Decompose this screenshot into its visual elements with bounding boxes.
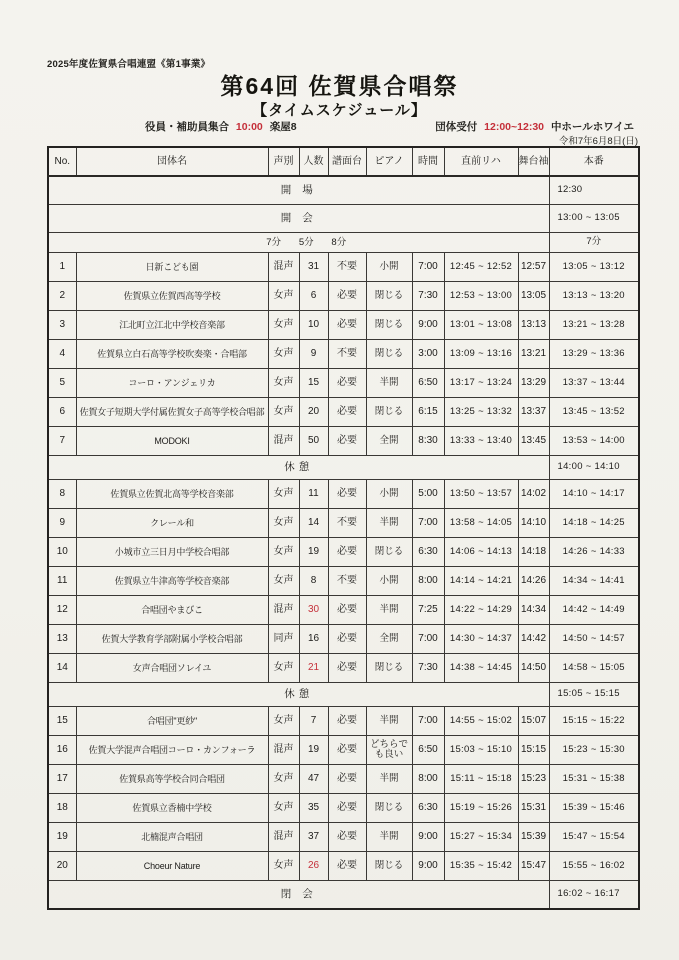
cell-no: 13 — [48, 625, 76, 654]
cell-stand: 必要 — [328, 794, 366, 823]
cell-name: MODOKI — [76, 427, 268, 456]
col-header-piano: ピアノ — [366, 147, 412, 176]
cell-name: クレール和 — [76, 509, 268, 538]
cell-count: 50 — [299, 427, 328, 456]
cell-no: 7 — [48, 427, 76, 456]
cell-time: 3:00 — [412, 340, 444, 369]
cell-stand: 必要 — [328, 311, 366, 340]
cell-count: 9 — [299, 340, 328, 369]
cell-stage: 13:53 ~ 14:00 — [549, 427, 639, 456]
cell-stage: 15:15 ~ 15:22 — [549, 707, 639, 736]
closing-ceremony-time: 16:02 ~ 16:17 — [549, 881, 639, 910]
cell-piano: 半開 — [366, 596, 412, 625]
cell-rehearsal: 13:50 ~ 13:57 — [444, 480, 518, 509]
cell-wing: 15:31 — [518, 794, 549, 823]
cell-wing: 14:42 — [518, 625, 549, 654]
cell-count: 35 — [299, 794, 328, 823]
cell-count: 26 — [299, 852, 328, 881]
table-row — [48, 765, 639, 794]
cell-rehearsal: 13:58 ~ 14:05 — [444, 509, 518, 538]
cell-voice: 女声 — [268, 538, 299, 567]
col-header-time: 時間 — [412, 147, 444, 176]
col-header-count: 人数 — [299, 147, 328, 176]
cell-piano: 閉じる — [366, 794, 412, 823]
open-doors-label: 開 場 — [48, 176, 549, 205]
cell-piano: 閉じる — [366, 538, 412, 567]
cell-stand: 必要 — [328, 596, 366, 625]
cell-rehearsal: 13:09 ~ 13:16 — [444, 340, 518, 369]
cell-time: 6:15 — [412, 398, 444, 427]
cell-count: 20 — [299, 398, 328, 427]
cell-wing: 12:57 — [518, 253, 549, 282]
cell-no: 15 — [48, 707, 76, 736]
cell-wing: 13:05 — [518, 282, 549, 311]
cell-wing: 15:39 — [518, 823, 549, 852]
cell-stage: 13:05 ~ 13:12 — [549, 253, 639, 282]
cell-stand: 必要 — [328, 852, 366, 881]
cell-no: 2 — [48, 282, 76, 311]
cell-voice: 女声 — [268, 707, 299, 736]
col-header-group-name: 団体名 — [76, 147, 268, 176]
table-row — [48, 596, 639, 625]
cell-count: 6 — [299, 282, 328, 311]
cell-time: 9:00 — [412, 823, 444, 852]
cell-count: 19 — [299, 736, 328, 765]
cell-time: 8:00 — [412, 765, 444, 794]
cell-piano: 半開 — [366, 765, 412, 794]
reception-label: 団体受付 — [435, 121, 478, 133]
table-row — [48, 567, 639, 596]
organization-line: 2025年度佐賀県合唱連盟《第1事業》 — [47, 59, 211, 70]
cell-name: 佐賀県立佐賀北高等学校音楽部 — [76, 480, 268, 509]
cell-count: 19 — [299, 538, 328, 567]
cell-no: 17 — [48, 765, 76, 794]
cell-name: 佐賀県立白石高等学校吹奏楽・合唱部 — [76, 340, 268, 369]
table-row — [48, 311, 639, 340]
cell-stage: 14:18 ~ 14:25 — [549, 509, 639, 538]
cell-piano: 閉じる — [366, 852, 412, 881]
cell-no: 16 — [48, 736, 76, 765]
cell-stage: 14:58 ~ 15:05 — [549, 654, 639, 683]
table-row — [48, 340, 639, 369]
cell-wing: 15:23 — [518, 765, 549, 794]
cell-name: 佐賀県立牛津高等学校音楽部 — [76, 567, 268, 596]
duration-performance: 7分 — [549, 233, 639, 253]
cell-time: 9:00 — [412, 311, 444, 340]
cell-rehearsal: 13:25 ~ 13:32 — [444, 398, 518, 427]
cell-voice: 女声 — [268, 311, 299, 340]
cell-name: 佐賀女子短期大学付属佐賀女子高等学校合唱部 — [76, 398, 268, 427]
cell-no: 3 — [48, 311, 76, 340]
cell-stage: 13:21 ~ 13:28 — [549, 311, 639, 340]
cell-count: 30 — [299, 596, 328, 625]
durations-row — [48, 233, 639, 253]
reception-info — [435, 119, 638, 134]
schedule-table — [47, 146, 640, 910]
cell-no: 18 — [48, 794, 76, 823]
cell-count: 16 — [299, 625, 328, 654]
cell-piano: 半開 — [366, 509, 412, 538]
cell-stand: 必要 — [328, 823, 366, 852]
cell-stage: 15:31 ~ 15:38 — [549, 765, 639, 794]
cell-rehearsal: 15:35 ~ 15:42 — [444, 852, 518, 881]
col-header-rehearsal: 直前リハ — [444, 147, 518, 176]
closing-ceremony-row — [48, 881, 639, 910]
cell-piano: 閉じる — [366, 654, 412, 683]
cell-piano: 半開 — [366, 369, 412, 398]
cell-stage: 15:47 ~ 15:54 — [549, 823, 639, 852]
cell-wing: 15:07 — [518, 707, 549, 736]
cell-wing: 13:37 — [518, 398, 549, 427]
break-1-label: 休憩 — [48, 456, 549, 480]
table-row — [48, 480, 639, 509]
cell-no: 19 — [48, 823, 76, 852]
cell-stand: 不要 — [328, 253, 366, 282]
cell-stand: 必要 — [328, 654, 366, 683]
cell-name: 佐賀県立香楠中学校 — [76, 794, 268, 823]
cell-stage: 14:10 ~ 14:17 — [549, 480, 639, 509]
cell-count: 47 — [299, 765, 328, 794]
cell-no: 11 — [48, 567, 76, 596]
table-row — [48, 625, 639, 654]
closing-ceremony-label: 閉 会 — [48, 881, 549, 910]
cell-time: 7:00 — [412, 625, 444, 654]
page-title: 第64回 佐賀県合唱祭 — [220, 73, 459, 99]
cell-stage: 13:45 ~ 13:52 — [549, 398, 639, 427]
open-doors-time: 12:30 — [549, 176, 639, 205]
cell-rehearsal: 14:22 ~ 14:29 — [444, 596, 518, 625]
cell-no: 8 — [48, 480, 76, 509]
cell-time: 5:00 — [412, 480, 444, 509]
cell-voice: 同声 — [268, 625, 299, 654]
col-header-stage-wing: 舞台袖 — [518, 147, 549, 176]
col-header-performance: 本番 — [549, 147, 639, 176]
cell-voice: 女声 — [268, 765, 299, 794]
cell-time: 6:30 — [412, 538, 444, 567]
cell-wing: 14:50 — [518, 654, 549, 683]
cell-piano: 閉じる — [366, 340, 412, 369]
cell-piano: 半開 — [366, 707, 412, 736]
cell-rehearsal: 15:11 ~ 15:18 — [444, 765, 518, 794]
schedule-group-3 — [48, 707, 639, 881]
cell-rehearsal: 15:27 ~ 15:34 — [444, 823, 518, 852]
table-row — [48, 253, 639, 282]
table-row — [48, 282, 639, 311]
cell-name: 佐賀大学教育学部附属小学校合唱部 — [76, 625, 268, 654]
opening-ceremony-time: 13:00 ~ 13:05 — [549, 205, 639, 233]
reception-time: 12:00~12:30 — [484, 121, 545, 133]
cell-time: 6:50 — [412, 369, 444, 398]
cell-name: 佐賀県高等学校合同合唱団 — [76, 765, 268, 794]
cell-count: 15 — [299, 369, 328, 398]
cell-voice: 混声 — [268, 736, 299, 765]
cell-name: 合唱団"更紗" — [76, 707, 268, 736]
cell-no: 12 — [48, 596, 76, 625]
col-header-voice: 声別 — [268, 147, 299, 176]
cell-rehearsal: 14:30 ~ 14:37 — [444, 625, 518, 654]
cell-wing: 14:10 — [518, 509, 549, 538]
cell-rehearsal: 13:17 ~ 13:24 — [444, 369, 518, 398]
cell-rehearsal: 12:53 ~ 13:00 — [444, 282, 518, 311]
cell-voice: 混声 — [268, 253, 299, 282]
cell-time: 6:50 — [412, 736, 444, 765]
cell-name: 合唱団やまびこ — [76, 596, 268, 625]
cell-stand: 必要 — [328, 369, 366, 398]
table-row — [48, 794, 639, 823]
cell-wing: 14:18 — [518, 538, 549, 567]
cell-voice: 女声 — [268, 480, 299, 509]
cell-stand: 必要 — [328, 480, 366, 509]
cell-rehearsal: 13:01 ~ 13:08 — [444, 311, 518, 340]
cell-piano: どちらでも良い — [366, 736, 412, 765]
page-subtitle: 【タイムスケジュール】 — [252, 102, 427, 119]
cell-wing: 15:47 — [518, 852, 549, 881]
cell-no: 6 — [48, 398, 76, 427]
durations-left — [48, 233, 549, 253]
cell-stage: 14:42 ~ 14:49 — [549, 596, 639, 625]
cell-wing: 14:34 — [518, 596, 549, 625]
table-header — [48, 147, 639, 176]
cell-count: 10 — [299, 311, 328, 340]
cell-no: 1 — [48, 253, 76, 282]
cell-name: 佐賀大学混声合唱団コーロ・カンフォーラ — [76, 736, 268, 765]
cell-voice: 女声 — [268, 852, 299, 881]
cell-voice: 女声 — [268, 509, 299, 538]
cell-wing: 13:21 — [518, 340, 549, 369]
cell-stand: 不要 — [328, 567, 366, 596]
opening-ceremony-row — [48, 205, 639, 233]
opening-ceremony-label: 開 会 — [48, 205, 549, 233]
cell-piano: 全開 — [366, 427, 412, 456]
table-row — [48, 654, 639, 683]
cell-time: 7:25 — [412, 596, 444, 625]
cell-stand: 必要 — [328, 707, 366, 736]
cell-wing: 13:29 — [518, 369, 549, 398]
table-row — [48, 538, 639, 567]
cell-count: 8 — [299, 567, 328, 596]
break-row-2 — [48, 683, 639, 707]
col-header-no: No. — [48, 147, 76, 176]
break-2-time: 15:05 ~ 15:15 — [549, 683, 639, 707]
cell-time: 7:30 — [412, 282, 444, 311]
header-row — [48, 147, 639, 176]
cell-voice: 女声 — [268, 282, 299, 311]
event-date: 令和7年6月8日(日) — [558, 136, 638, 147]
cell-voice: 女声 — [268, 369, 299, 398]
cell-name: 北楠混声合唱団 — [76, 823, 268, 852]
cell-count: 37 — [299, 823, 328, 852]
cell-voice: 女声 — [268, 654, 299, 683]
cell-piano: 小開 — [366, 480, 412, 509]
cell-stand: 不要 — [328, 509, 366, 538]
cell-voice: 混声 — [268, 823, 299, 852]
cell-stand: 必要 — [328, 625, 366, 654]
cell-piano: 全開 — [366, 625, 412, 654]
cell-name: 小城市立三日月中学校合唱部 — [76, 538, 268, 567]
table-row — [48, 852, 639, 881]
reception-place: 中ホールホワイエ — [550, 121, 634, 133]
cell-stand: 不要 — [328, 340, 366, 369]
cell-voice: 混声 — [268, 427, 299, 456]
cell-piano: 閉じる — [366, 311, 412, 340]
cell-stage: 15:55 ~ 16:02 — [549, 852, 639, 881]
cell-time: 8:30 — [412, 427, 444, 456]
cell-wing: 13:45 — [518, 427, 549, 456]
cell-no: 14 — [48, 654, 76, 683]
staff-assembly-time: 10:00 — [235, 121, 263, 133]
cell-count: 7 — [299, 707, 328, 736]
cell-no: 20 — [48, 852, 76, 881]
open-doors-row — [48, 176, 639, 205]
cell-name: コーロ・アンジェリカ — [76, 369, 268, 398]
cell-rehearsal: 14:06 ~ 14:13 — [444, 538, 518, 567]
cell-count: 21 — [299, 654, 328, 683]
break-row-1 — [48, 456, 639, 480]
cell-wing: 14:02 — [518, 480, 549, 509]
cell-stage: 14:26 ~ 14:33 — [549, 538, 639, 567]
cell-stage: 15:39 ~ 15:46 — [549, 794, 639, 823]
cell-stage: 13:13 ~ 13:20 — [549, 282, 639, 311]
cell-rehearsal: 12:45 ~ 12:52 — [444, 253, 518, 282]
schedule-group-1 — [48, 253, 639, 456]
duration-transition: 5分 — [298, 236, 314, 248]
schedule-group-2 — [48, 480, 639, 683]
cell-stage: 15:23 ~ 15:30 — [549, 736, 639, 765]
col-header-music-stand: 譜面台 — [328, 147, 366, 176]
cell-stand: 必要 — [328, 398, 366, 427]
break-2-label: 休憩 — [48, 683, 549, 707]
cell-no: 4 — [48, 340, 76, 369]
cell-time: 9:00 — [412, 852, 444, 881]
cell-rehearsal: 15:03 ~ 15:10 — [444, 736, 518, 765]
cell-time: 7:00 — [412, 509, 444, 538]
cell-stand: 必要 — [328, 765, 366, 794]
staff-assembly-info — [145, 119, 301, 134]
cell-time: 6:30 — [412, 794, 444, 823]
cell-wing: 14:26 — [518, 567, 549, 596]
info-row — [47, 119, 638, 134]
cell-time: 8:00 — [412, 567, 444, 596]
cell-stage: 13:37 ~ 13:44 — [549, 369, 639, 398]
staff-assembly-place: 楽屋8 — [269, 121, 297, 133]
cell-time: 7:30 — [412, 654, 444, 683]
cell-stage: 13:29 ~ 13:36 — [549, 340, 639, 369]
table-row — [48, 509, 639, 538]
cell-name: 日新こども園 — [76, 253, 268, 282]
cell-wing: 13:13 — [518, 311, 549, 340]
cell-stand: 必要 — [328, 427, 366, 456]
cell-stand: 必要 — [328, 282, 366, 311]
cell-piano: 閉じる — [366, 398, 412, 427]
cell-time: 7:00 — [412, 707, 444, 736]
cell-stand: 必要 — [328, 538, 366, 567]
cell-count: 11 — [299, 480, 328, 509]
cell-voice: 女声 — [268, 398, 299, 427]
cell-no: 9 — [48, 509, 76, 538]
cell-time: 7:00 — [412, 253, 444, 282]
duration-wing: 8分 — [331, 236, 347, 248]
cell-voice: 女声 — [268, 340, 299, 369]
cell-piano: 閉じる — [366, 282, 412, 311]
cell-count: 14 — [299, 509, 328, 538]
cell-name: 女声合唱団ソレイユ — [76, 654, 268, 683]
cell-piano: 半開 — [366, 823, 412, 852]
table-row — [48, 427, 639, 456]
cell-no: 5 — [48, 369, 76, 398]
cell-rehearsal: 15:19 ~ 15:26 — [444, 794, 518, 823]
table-row — [48, 398, 639, 427]
table-row — [48, 707, 639, 736]
cell-name: 佐賀県立佐賀西高等学校 — [76, 282, 268, 311]
cell-piano: 小開 — [366, 567, 412, 596]
staff-assembly-label: 役員・補助員集合 — [145, 121, 229, 133]
cell-count: 31 — [299, 253, 328, 282]
cell-no: 10 — [48, 538, 76, 567]
duration-rehearsal: 7分 — [266, 236, 282, 248]
cell-stand: 必要 — [328, 736, 366, 765]
cell-rehearsal: 14:55 ~ 15:02 — [444, 707, 518, 736]
cell-voice: 女声 — [268, 567, 299, 596]
table-row — [48, 369, 639, 398]
table-row — [48, 823, 639, 852]
cell-name: 江北町立江北中学校音楽部 — [76, 311, 268, 340]
break-1-time: 14:00 ~ 14:10 — [549, 456, 639, 480]
table-row — [48, 736, 639, 765]
cell-rehearsal: 14:38 ~ 14:45 — [444, 654, 518, 683]
cell-name: Choeur Nature — [76, 852, 268, 881]
cell-voice: 混声 — [268, 596, 299, 625]
cell-rehearsal: 14:14 ~ 14:21 — [444, 567, 518, 596]
cell-stage: 14:34 ~ 14:41 — [549, 567, 639, 596]
cell-voice: 女声 — [268, 794, 299, 823]
cell-wing: 15:15 — [518, 736, 549, 765]
cell-stage: 14:50 ~ 14:57 — [549, 625, 639, 654]
cell-piano: 小開 — [366, 253, 412, 282]
cell-rehearsal: 13:33 ~ 13:40 — [444, 427, 518, 456]
